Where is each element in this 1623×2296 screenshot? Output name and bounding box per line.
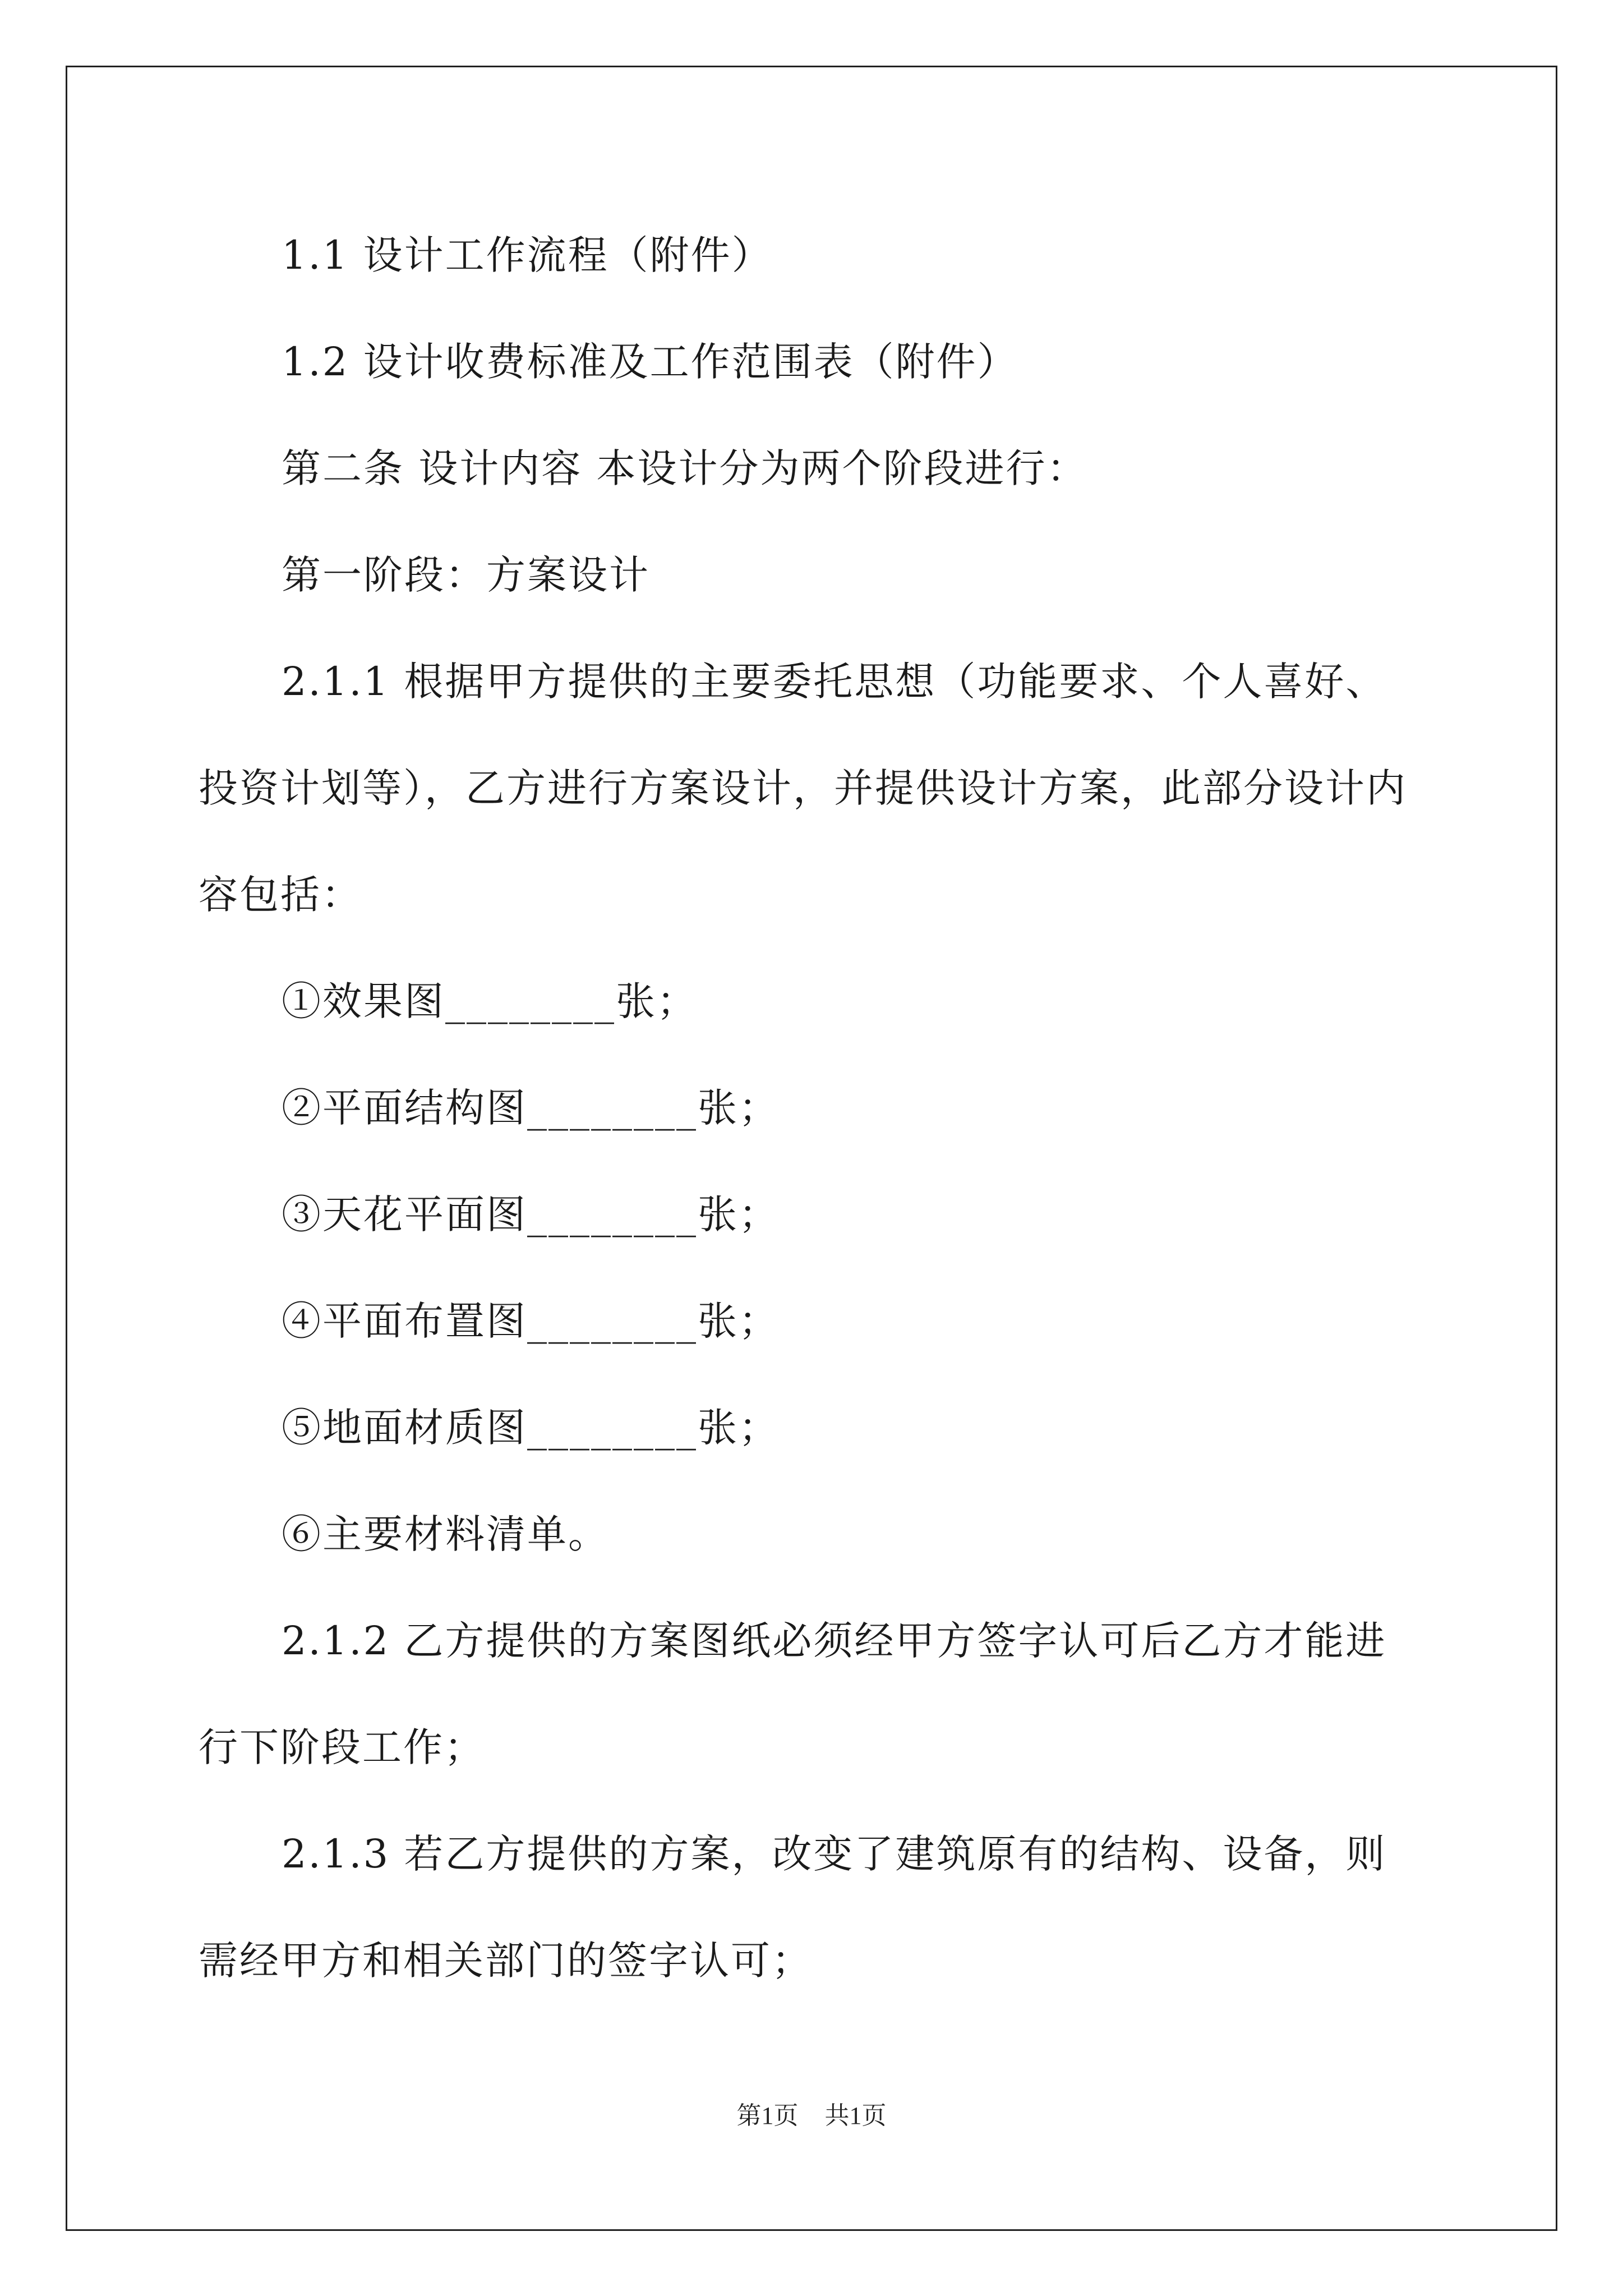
paragraph-2-1-3: 2.1.3 若乙方提供的方案，改变了建筑原有的结构、设备，则需经甲方和相关部门的签字认可；: [199, 1831, 1387, 1984]
list-item-ceiling-plan: ③天花平面图________张；: [282, 1191, 780, 1237]
list-item-material-list: ⑥主要材料清单。: [282, 1511, 609, 1557]
list-item-plan-structure: ②平面结构图________张；: [282, 1085, 780, 1131]
stage-one-heading: 第一阶段：方案设计: [282, 552, 650, 598]
paragraph-1-2: 1.2 设计收费标准及工作范围表（附件）: [282, 339, 1018, 385]
list-item-layout-plan: ④平面布置图________张；: [282, 1298, 780, 1344]
page-total: 共1页: [824, 2102, 887, 2129]
paragraph-2-1-2: 2.1.2 乙方提供的方案图纸必须经甲方签字认可后乙方才能进行下阶段工作；: [199, 1618, 1387, 1770]
paragraph-1-1: 1.1 设计工作流程（附件）: [282, 232, 773, 278]
article-two-heading: 第二条 设计内容 本设计分为两个阶段进行：: [282, 445, 1088, 491]
page-footer: [0, 2095, 1623, 2131]
list-item-renderings: ①效果图________张；: [282, 978, 698, 1024]
page-number: 第1页: [736, 2102, 799, 2129]
list-item-floor-material: ⑤地面材质图________张；: [282, 1405, 780, 1451]
paragraph-2-1-1: 2.1.1 根据甲方提供的主要委托思想（功能要求、个人喜好、投资计划等），乙方进行方案设计，并提供设计方案，此部分设计内容包括：: [199, 659, 1407, 918]
document-body: [199, 202, 1426, 2014]
